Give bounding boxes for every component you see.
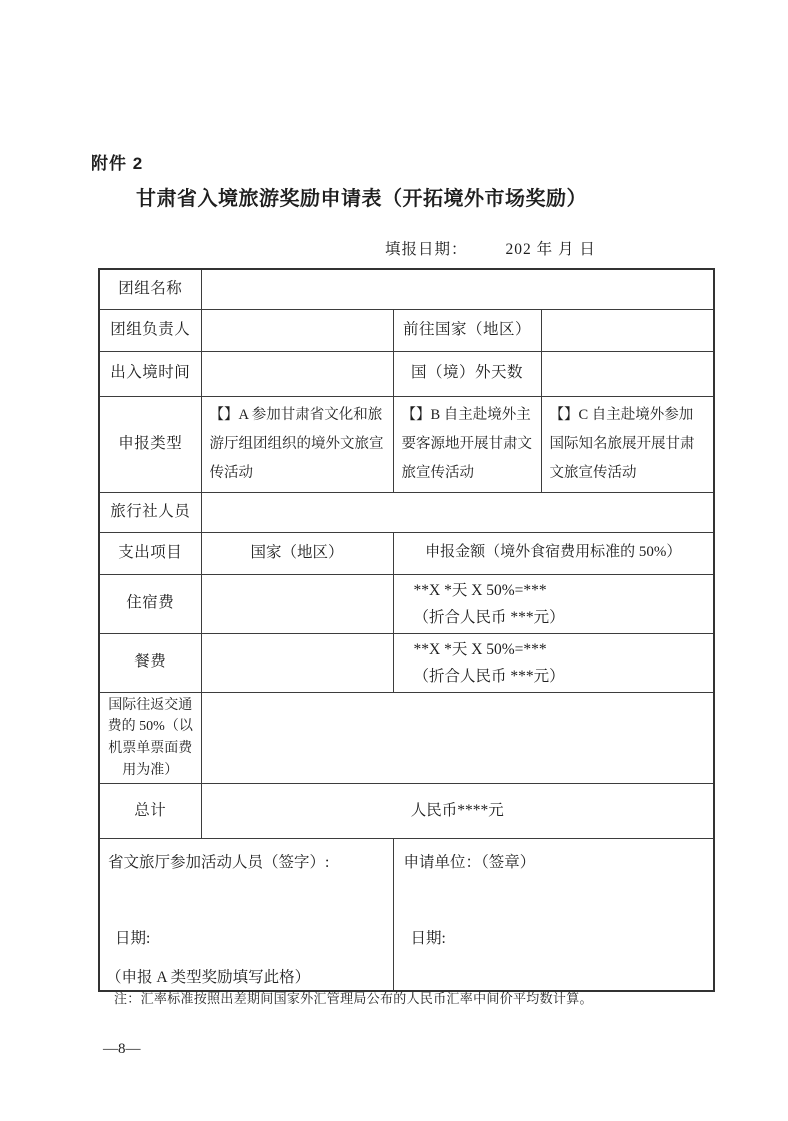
accommodation-formula: **X *天 X 50%=*** [413, 581, 547, 599]
days-abroad-label: 国（境）外天数 [393, 351, 541, 396]
row-application-type [99, 396, 714, 492]
travel-agency-label: 旅行社人员 [99, 492, 201, 532]
application-type-option-c: 【】C 自主赴境外参加国际知名旅展开展甘肃文旅宣传活动 [541, 396, 714, 492]
attachment-label: 附件 2 [91, 154, 144, 173]
application-type-label: 申报类型 [99, 396, 201, 492]
expense-item-label: 支出项目 [99, 532, 201, 574]
row-expense-header [99, 532, 714, 574]
total-value: 人民币****元 [201, 784, 714, 839]
destination-label: 前往国家（地区） [393, 309, 541, 351]
row-intl-transport [99, 692, 714, 784]
fill-date-label: 填报日期： [385, 241, 468, 258]
meals-country-blank [201, 633, 393, 692]
meals-rmb-equivalent: （折合人民币 ***元） [413, 667, 565, 685]
row-entry-exit [99, 351, 714, 396]
application-type-option-b: 【】B 自主赴境外主要客源地开展甘肃文旅宣传活动 [393, 396, 541, 492]
signature-right-date-label: 日期: [410, 929, 446, 947]
signature-left-date-label: 日期: [115, 929, 151, 947]
row-travel-agency [99, 492, 714, 532]
row-meals [99, 633, 714, 692]
application-type-option-a: 【】A 参加甘肃省文化和旅游厅组团组织的境外文旅宣传活动 [201, 396, 393, 492]
signature-left-cell [99, 839, 393, 991]
signature-right-title: 申请单位：（签章） [403, 854, 536, 872]
accommodation-amount-cell [393, 574, 714, 633]
exchange-rate-footnote: 注：汇率标准按照出差期间国家外汇管理局公布的人民币汇率中间价平均数计算。 [114, 991, 593, 1006]
intl-transport-blank [201, 692, 714, 784]
row-group-name [99, 269, 714, 309]
application-form-table [98, 268, 715, 992]
accommodation-label: 住宿费 [99, 574, 201, 633]
destination-blank [541, 309, 714, 351]
page-number: —8— [103, 1041, 141, 1057]
travel-agency-blank [201, 492, 714, 532]
signature-right-cell [393, 839, 714, 991]
row-accommodation [99, 574, 714, 633]
signature-left-note: （申报 A 类型奖励填写此格） [106, 969, 311, 987]
meals-label: 餐费 [99, 633, 201, 692]
row-group-leader [99, 309, 714, 351]
row-signatures [99, 839, 714, 991]
meals-formula: **X *天 X 50%=*** [413, 640, 547, 658]
days-abroad-blank [541, 351, 714, 396]
accommodation-country-blank [201, 574, 393, 633]
total-label: 总计 [99, 784, 201, 839]
meals-amount-cell [393, 633, 714, 692]
fill-date-line [385, 237, 596, 259]
entry-exit-label: 出入境时间 [99, 351, 201, 396]
page-title: 甘肃省入境旅游奖励申请表（开拓境外市场奖励） [136, 188, 587, 210]
country-region-label: 国家（地区） [201, 532, 393, 574]
declared-amount-label: 申报金额（境外食宿费用标准的 50%） [393, 532, 714, 574]
group-name-blank [201, 269, 714, 309]
intl-transport-label: 国际往返交通费的 50%（以机票单票面费用为准） [99, 692, 201, 784]
entry-exit-blank [201, 351, 393, 396]
signature-left-title: 省文旅厅参加活动人员（签字）: [108, 854, 330, 872]
group-leader-blank [201, 309, 393, 351]
group-name-label: 团组名称 [99, 269, 201, 309]
group-leader-label: 团组负责人 [99, 309, 201, 351]
row-total [99, 784, 714, 839]
accommodation-rmb-equivalent: （折合人民币 ***元） [413, 608, 565, 626]
fill-date-value: 202 年 月 日 [505, 241, 596, 258]
